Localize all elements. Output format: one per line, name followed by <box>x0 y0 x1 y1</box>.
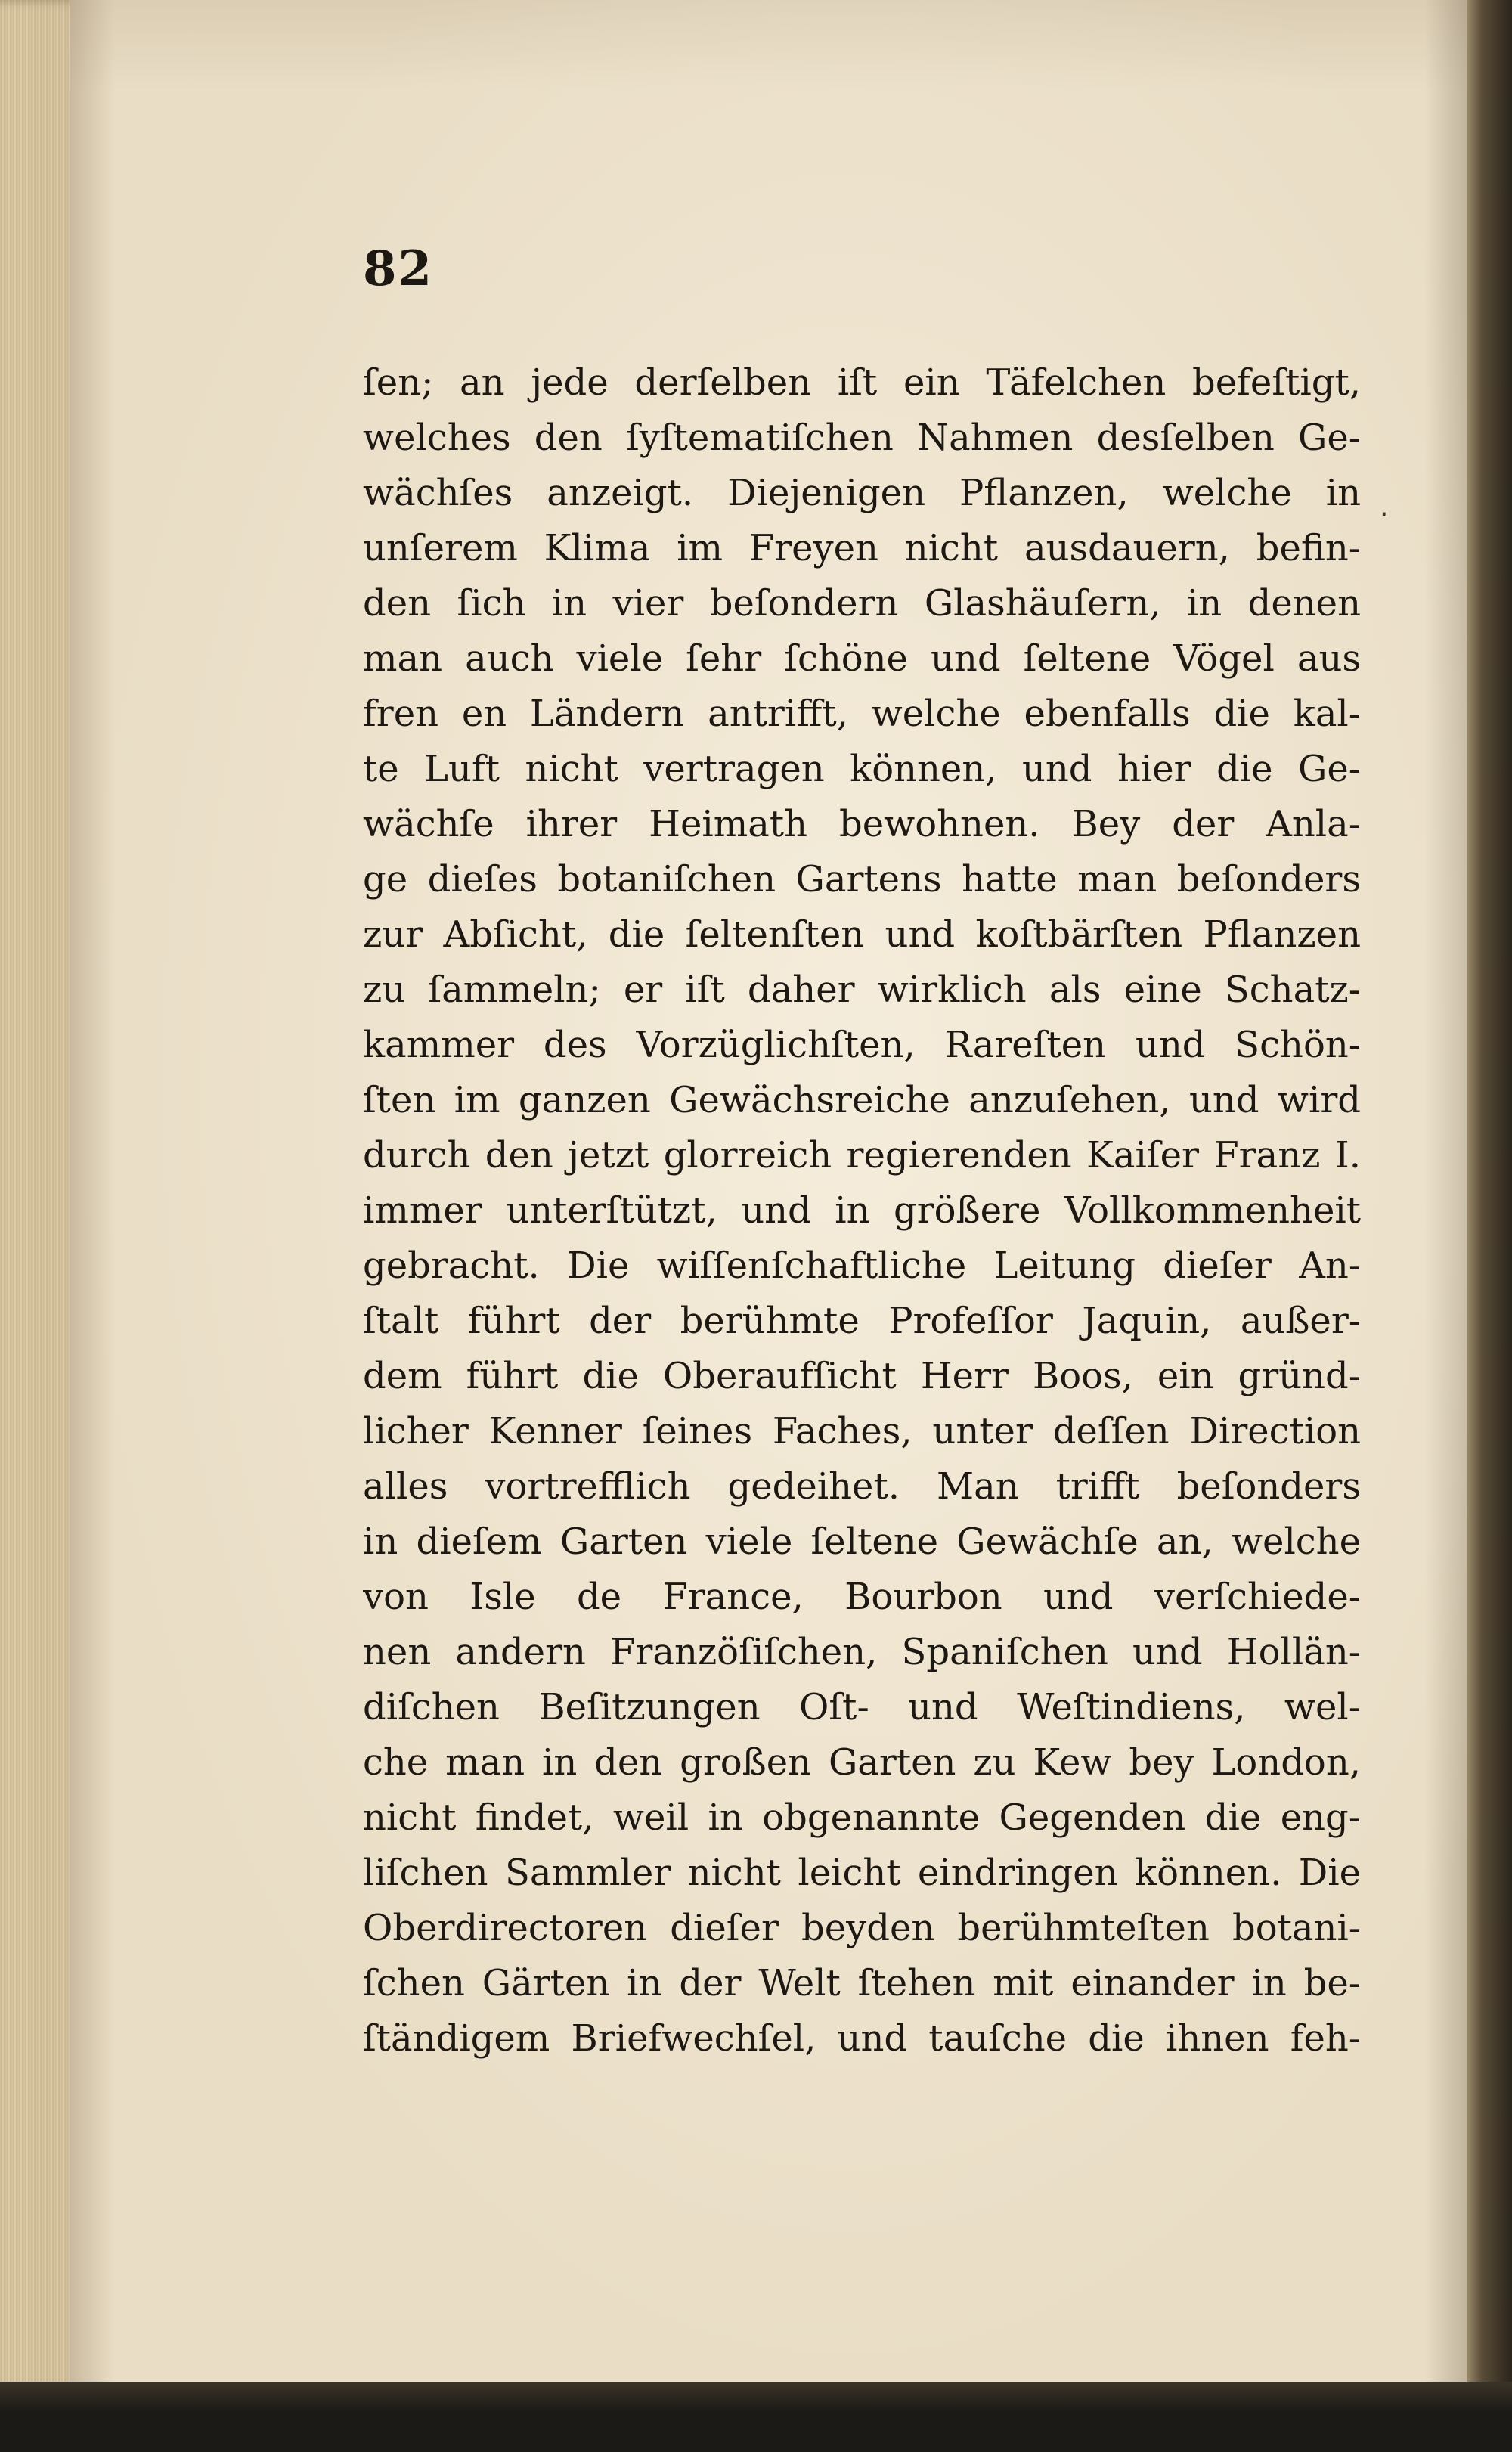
text-line: kammer des Vorzüglichſten, Rareſten und Schön- <box>363 1024 1361 1066</box>
text-line: welches den ſyſtematiſchen Nahmen desſelben Ge- <box>363 417 1361 459</box>
text-line: ſchen Gärten in der Welt ſtehen mit einander in be- <box>363 1962 1361 2004</box>
text-line: wächſe ihrer Heimath bewohnen. Bey der Anla- <box>363 803 1361 845</box>
text-line: zu ſammeln; er iſt daher wirklich als eine Schatz- <box>363 969 1361 1011</box>
text-line: ſten im ganzen Gewächsreiche anzuſehen, und wird <box>363 1079 1361 1121</box>
text-line: fren en Ländern antrifft, welche ebenfalls die kal- <box>363 693 1361 735</box>
text-line: Oberdirectoren dieſer beyden berühmteſten botani- <box>363 1907 1361 1949</box>
text-line: den ſich in vier beſondern Glashäuſern, in denen <box>363 582 1361 625</box>
text-line: in dieſem Garten viele ſeltene Gewächſe an, welche <box>363 1520 1361 1563</box>
text-line: licher Kenner ſeines Faches, unter deſſen Direction <box>363 1410 1361 1452</box>
text-line: unſerem Klima im Freyen nicht ausdauern, befin- <box>363 527 1361 569</box>
text-line: ſen; an jede derſelben iſt ein Täfelchen befeſtigt, <box>363 361 1361 404</box>
binding-edge <box>1467 0 1512 2452</box>
text-line: nen andern Franzöſiſchen, Spaniſchen und Hollän- <box>363 1631 1361 1673</box>
text-line: che man in den großen Garten zu Kew bey London, <box>363 1741 1361 1784</box>
text-line: man auch viele ſehr ſchöne und ſeltene Vögel aus <box>363 637 1361 680</box>
text-line: gebracht. Die wiſſenſchaftliche Leitung dieſer An- <box>363 1245 1361 1287</box>
text-line: zur Abſicht, die ſeltenſten und koſtbärſten Pflanzen <box>363 913 1361 956</box>
text-line: durch den jetzt glorreich regierenden Kaiſer Franz I. <box>363 1134 1361 1176</box>
text-line: ſtändigem Briefwechſel, und tauſche die ihnen feh- <box>363 2017 1361 2060</box>
page-number: 82 <box>363 240 434 297</box>
margin-mark: · <box>1380 499 1389 530</box>
bottom-shadow <box>0 2382 1512 2452</box>
text-line: immer unterſtützt, und in größere Vollkommenheit <box>363 1189 1361 1232</box>
text-line: ge dieſes botaniſchen Gartens hatte man beſonders <box>363 858 1361 901</box>
text-line: alles vortrefflich gedeihet. Man trifft beſonders <box>363 1465 1361 1508</box>
text-line: nicht findet, weil in obgenannte Gegenden die eng- <box>363 1796 1361 1839</box>
text-line: wächſes anzeigt. Diejenigen Pflanzen, welche in <box>363 472 1361 514</box>
text-line: liſchen Sammler nicht leicht eindringen können. Die <box>363 1852 1361 1894</box>
body-text <box>363 355 1361 2066</box>
text-line: dem führt die Oberaufſicht Herr Boos, ein gründ- <box>363 1355 1361 1397</box>
text-line: ſtalt führt der berühmte Profeſſor Jaquin, außer- <box>363 1300 1361 1342</box>
text-line: diſchen Beſitzungen Oſt- und Weſtindiens, wel- <box>363 1686 1361 1728</box>
text-line: von Isle de France, Bourbon und verſchiede- <box>363 1576 1361 1618</box>
text-line: te Luft nicht vertragen können, und hier die Ge- <box>363 748 1361 790</box>
